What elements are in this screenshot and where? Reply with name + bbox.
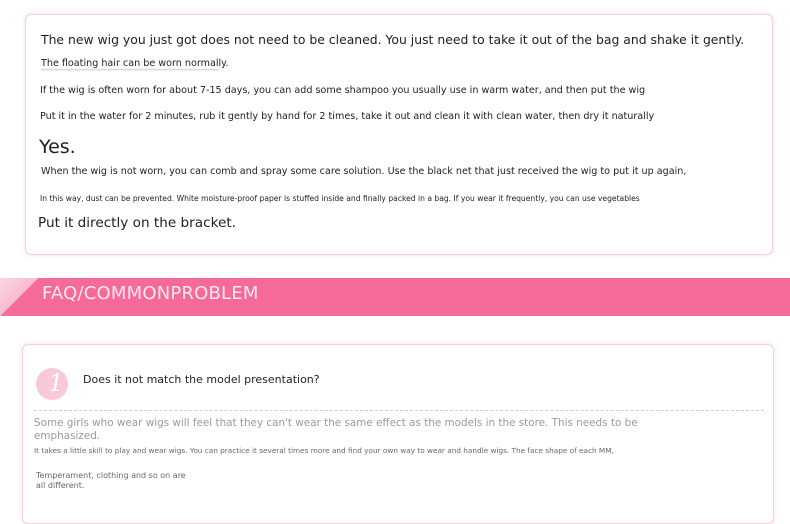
faq-divider (34, 410, 764, 411)
faq-answer-line-3: It takes a little skill to play and wear wigs. You can practice it several times more and find your own way to wear and handle wigs. The face shape of each MM, (34, 446, 614, 455)
care-line-1: The new wig you just got does not need to be cleaned. You just need to take it out of the bag and shake it gently. (41, 32, 745, 47)
faq-answer-line-5: all different. (36, 481, 85, 490)
care-line-3: If the wig is often worn for about 7-15 days, you can add some shampoo you usually use in warm water, and then put the wig (40, 85, 646, 96)
care-line-6: When the wig is not worn, you can comb and spray some care solution. Use the black net that just received the wig to put it up again, (41, 166, 687, 177)
faq-number: 1 (48, 369, 64, 397)
care-line-2: The floating hair can be worn normally. (41, 58, 229, 69)
care-line-5: Yes. (39, 136, 76, 158)
care-line-4: Put it in the water for 2 minutes, rub it gently by hand for 2 times, take it out and clean it with clean water, then dry it naturally (40, 111, 655, 122)
faq-banner-title: FAQ/COMMONPROBLEM (42, 283, 259, 304)
faq-answer-line-1: Some girls who wear wigs will feel that they can't wear the same effect as the models in the store. This needs to be (34, 417, 638, 429)
care-line-8: Put it directly on the bracket. (38, 215, 236, 231)
banner-corner-decoration (0, 278, 38, 316)
faq-answer-line-2: emphasized. (34, 430, 101, 442)
faq-card (22, 344, 774, 524)
faq-question: Does it not match the model presentation? (83, 373, 320, 386)
faq-answer-line-4: Temperament, clothing and so on are (36, 471, 186, 480)
faded-text-artifact: ▔▔▔▔▔▔▔▔▔▔▔▔▔▔▔▔▔▔▔▔▔ (41, 69, 219, 82)
care-line-7: In this way, dust can be prevented. White moisture-proof paper is stuffed inside and finally packed in a bag. If you wear it frequently, you can use vegetables (40, 194, 640, 203)
